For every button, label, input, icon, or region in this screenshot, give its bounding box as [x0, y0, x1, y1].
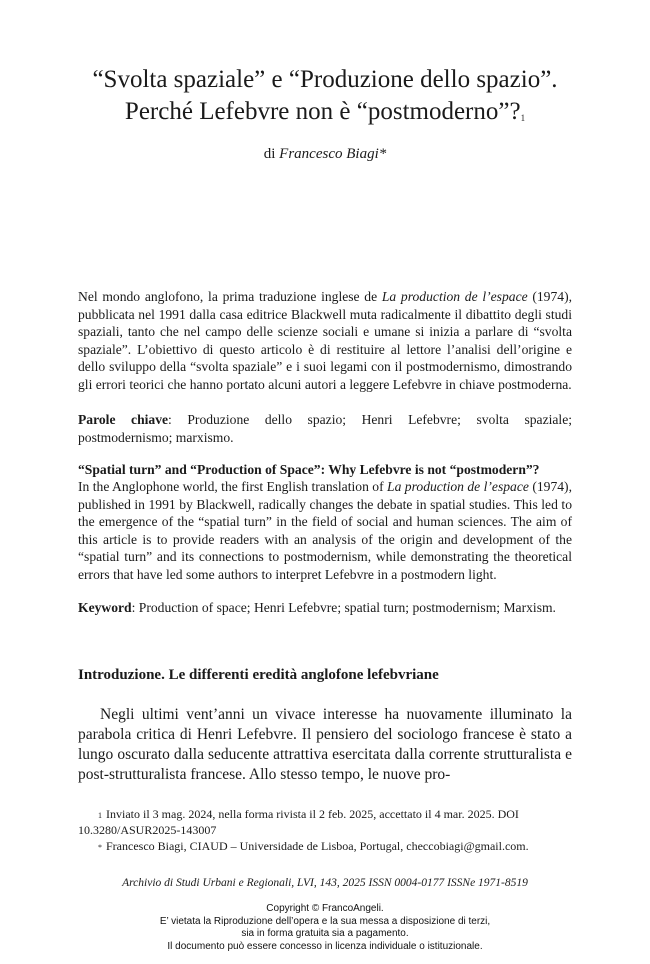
- abstract-en-text-after: (1974), published in 1991 by Blackwell, radically changes the debate in spatial studies. This led to the emergence of the “spatial turn” in the field of social and human sciences. The aim of this article is to provide readers with an analysis of the origin and development of the “spatial turn” and its connections to postmodernism, while demonstrating the theoretical errors that have led some authors to interpret Lefebvre in a postmodern light.: [78, 479, 572, 582]
- footnote-author-text: Francesco Biagi, CIAUD – Universidade de Lisboa, Portugal, checcobiagi@gmail.com.: [106, 839, 529, 853]
- footnotes: [78, 806, 572, 854]
- footnote-author-mark: *: [98, 843, 102, 852]
- footnote-1-text: Inviato il 3 mag. 2024, nella forma rivista il 2 feb. 2025, accettato il 4 mar. 2025. DOI 10.3280/ASUR2025-143007: [78, 807, 519, 837]
- copyright-line-2: E’ vietata la Riproduzione dell’opera e la sua messa a disposizione di terzi,: [159, 915, 491, 927]
- abstract-en-book-title: La production de l’espace: [387, 479, 529, 494]
- keywords-english: [78, 599, 572, 617]
- copyright-line-3: sia in forma gratuita sia a pagamento.: [241, 928, 409, 939]
- abstract-it-text-after: (1974), pubblicata nel 1991 dalla casa editrice Blackwell muta radicalmente il dibattito degli studi spaziali, tanto che nel campo delle scienze sociali e umane si inizia a parlare di “svolta spaziale”. L’obiettivo di questo articolo è di restituire al lettore l’analisi dell’origine e dello sviluppo della “svolta spaziale” e i suoi legami con il postmodernismo, dimostrando gli errori teorici che hanno portato alcuni autori a leggere Lefebvre in chiave postmoderna.: [78, 289, 572, 392]
- keywords-it-label: Parole chiave: [78, 412, 169, 427]
- copyright-line-4: Il documento può essere concesso in licenza individuale o istituzionale.: [167, 940, 483, 952]
- keywords-en-label: Keyword: [78, 600, 132, 615]
- abstract-it-book-title: La production de l’espace: [381, 289, 528, 304]
- footnote-author: [78, 838, 572, 854]
- title-line-1: “Svolta spaziale” e “Produzione dello spazio”.: [92, 66, 558, 93]
- section-heading: Introduzione. Le differenti eredità anglofone lefebvriane: [78, 667, 439, 683]
- footnote-1: [78, 806, 572, 838]
- abstract-italian: [78, 288, 572, 394]
- author-prefix: di: [263, 146, 276, 162]
- title-footnote-mark: 1: [520, 113, 526, 123]
- title-line-2: Perché Lefebvre non è “postmoderno”?: [124, 98, 521, 125]
- copyright-line-1: Copyright © FrancoAngeli.: [266, 903, 384, 914]
- article-title: [40, 64, 610, 128]
- author-line: [0, 146, 650, 163]
- abstract-english-title: “Spatial turn” and “Production of Space”: Why Lefebvre is not “postmodern”?: [78, 462, 540, 477]
- abstract-english: [78, 478, 572, 584]
- footnote-1-mark: 1: [98, 811, 102, 820]
- abstract-it-text-before: Nel mondo anglofono, la prima traduzione inglese de: [78, 289, 382, 304]
- copyright-notice: [0, 903, 650, 953]
- author-name: Francesco Biagi*: [279, 146, 387, 162]
- body-paragraph: Negli ultimi vent’anni un vivace interesse ha nuovamente illuminato la parabola critica di Henri Lefebvre. Il pensiero del sociologo francese è stato a lungo oscurato dalla seducente attrattiva esercitata dalla corrente strutturalista e post-strutturalista francese. Allo stesso tempo, le nuove pro-: [78, 706, 572, 783]
- keywords-it-list: : Produzione dello spazio; Henri Lefebvre; svolta spaziale; postmodernismo; marxismo.: [78, 412, 572, 445]
- keywords-en-list: : Production of space; Henri Lefebvre; spatial turn; postmodernism; Marxism.: [131, 600, 556, 615]
- journal-citation: Archivio di Studi Urbani e Regionali, LVI, 143, 2025 ISSN 0004-0177 ISSNe 1971-8519: [122, 877, 528, 889]
- abstract-en-text-before: In the Anglophone world, the first English translation of: [78, 479, 388, 494]
- keywords-italian: [78, 411, 572, 446]
